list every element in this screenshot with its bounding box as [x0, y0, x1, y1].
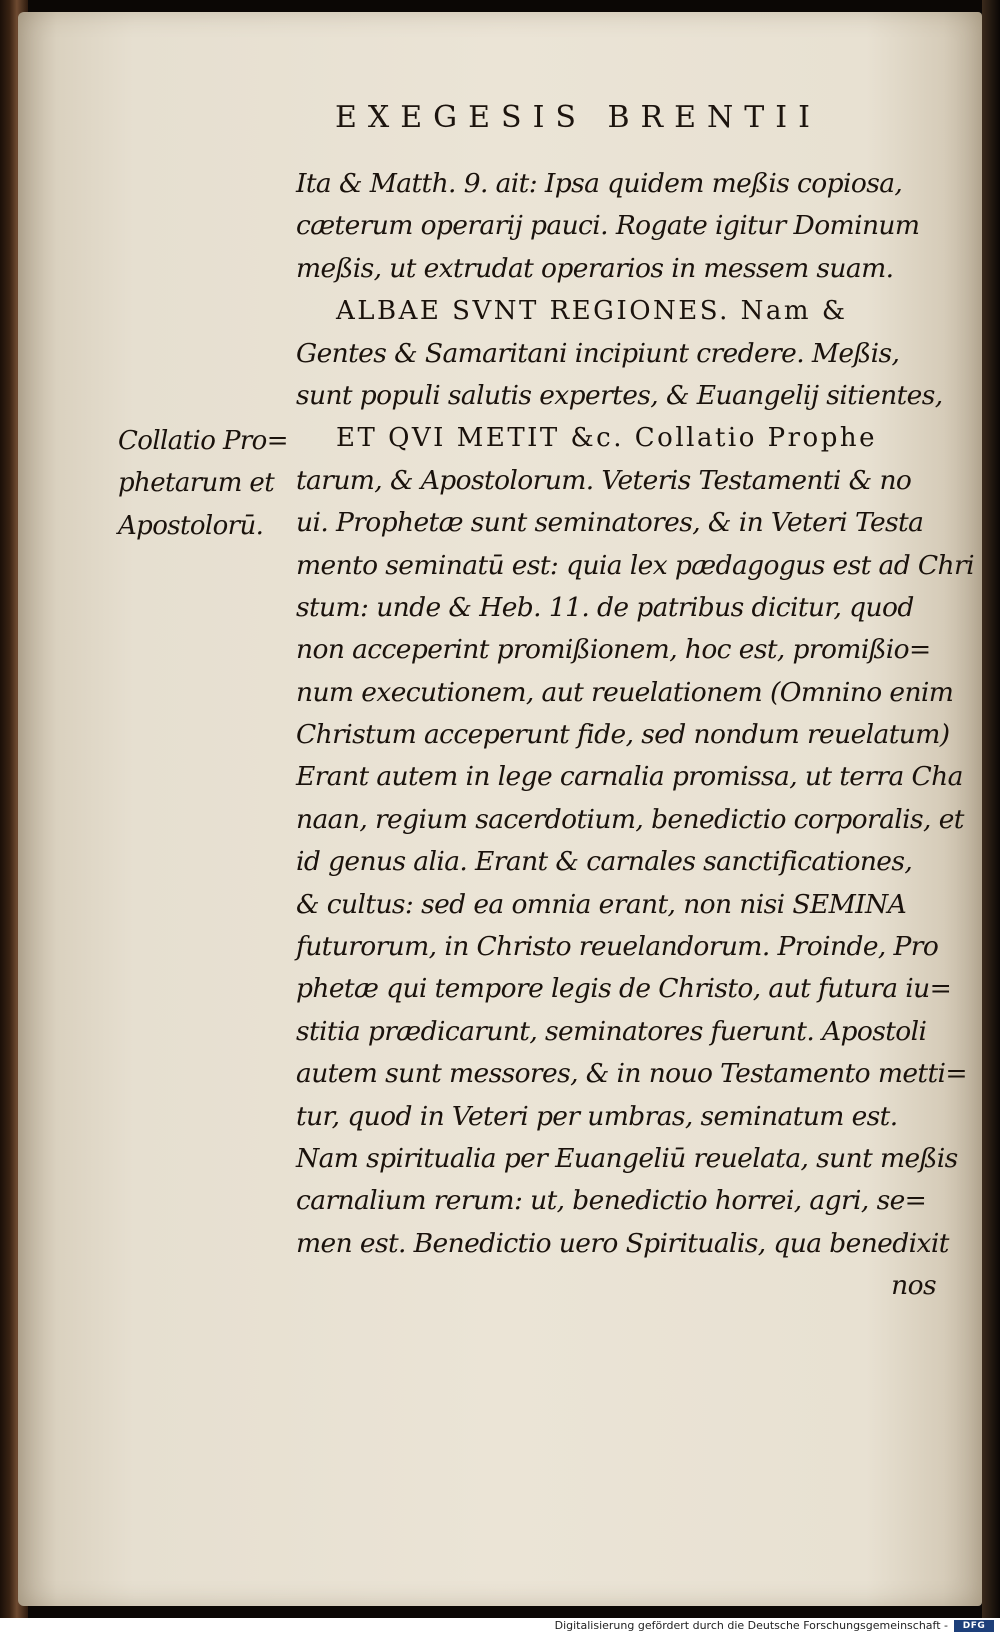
text-line: id genus alia. Erant & carnales sanctificationes,	[296, 846, 913, 878]
marginal-note-line: Collatio Pro=	[118, 426, 288, 456]
text-line: men est. Benedictio uero Spiritualis, qua benedixit	[296, 1227, 949, 1259]
text-line: tarum, & Apostolorum. Veteris Testamenti & no	[296, 464, 912, 496]
marginal-note-line: Apostolorū.	[118, 510, 264, 541]
text-line: num executionem, aut reuelationem (Omnino enim	[296, 676, 954, 708]
text-line: stum: unde & Heb. 11. de patribus dicitur, quod	[296, 591, 914, 623]
text-line: mento seminatū est: quia lex pædagogus est ad Chri	[296, 549, 974, 581]
show-through-bleed	[143, 1077, 303, 1115]
text-line: carnalium rerum: ut, benedictio horrei, agri, se=	[296, 1185, 927, 1217]
text-line: Nam spiritualia per Euangeliū reuelata, sunt meßis	[296, 1142, 958, 1174]
section-lemma-line: ET QVI METIT &c. Collatio Prophe	[336, 423, 877, 454]
dfg-logo: DFG	[954, 1620, 994, 1632]
text-line: & cultus: sed ea omnia erant, non nisi SEMINA	[296, 888, 907, 920]
marginal-note-line: phetarum et	[118, 468, 275, 499]
body-text	[296, 163, 974, 1308]
text-line: phetæ qui tempore legis de Christo, aut futura iu=	[296, 973, 952, 1005]
text-line: ui. Prophetæ sunt seminatores, & in Veteri Testa	[296, 507, 924, 539]
text-line: Erant autem in lege carnalia promissa, ut terra Cha	[296, 761, 963, 793]
page-edge	[982, 0, 1000, 1618]
digitization-footer	[0, 1618, 1000, 1634]
text-line: meßis, ut extrudat operarios in messem suam.	[296, 252, 894, 284]
text-line: sunt populi salutis expertes, & Euangelij sitientes,	[296, 379, 943, 411]
marginal-note	[118, 420, 293, 547]
text-line: stitia prædicarunt, seminatores fuerunt. Apostoli	[296, 1015, 927, 1047]
text-line: futurorum, in Christo reuelandorum. Proinde, Pro	[296, 931, 939, 963]
text-line: Gentes & Samaritani incipiunt credere. Meßis,	[296, 337, 900, 369]
text-line: Ita & Matth. 9. ait: Ipsa quidem meßis copiosa,	[296, 168, 903, 199]
text-line: autem sunt messores, & in nouo Testamento metti=	[296, 1058, 968, 1090]
running-head: EXEGESIS BRENTII	[335, 100, 822, 135]
text-line: tur, quod in Veteri per umbras, seminatum est.	[296, 1100, 898, 1132]
text-line: Christum acceperunt fide, sed nondum reuelatum)	[296, 719, 950, 751]
catchword: nos	[891, 1270, 936, 1302]
text-line: cæterum operarij pauci. Rogate igitur Dominum	[296, 210, 920, 242]
text-line: naan, regium sacerdotium, benedictio corporalis, et	[296, 803, 964, 835]
section-lemma-line: ALBAE SVNT REGIONES. Nam &	[336, 296, 848, 327]
text-line: non acceperint promißionem, hoc est, promißio=	[296, 634, 931, 666]
funding-credit: Digitalisierung gefördert durch die Deutsche Forschungsgemeinschaft -	[554, 1619, 948, 1632]
